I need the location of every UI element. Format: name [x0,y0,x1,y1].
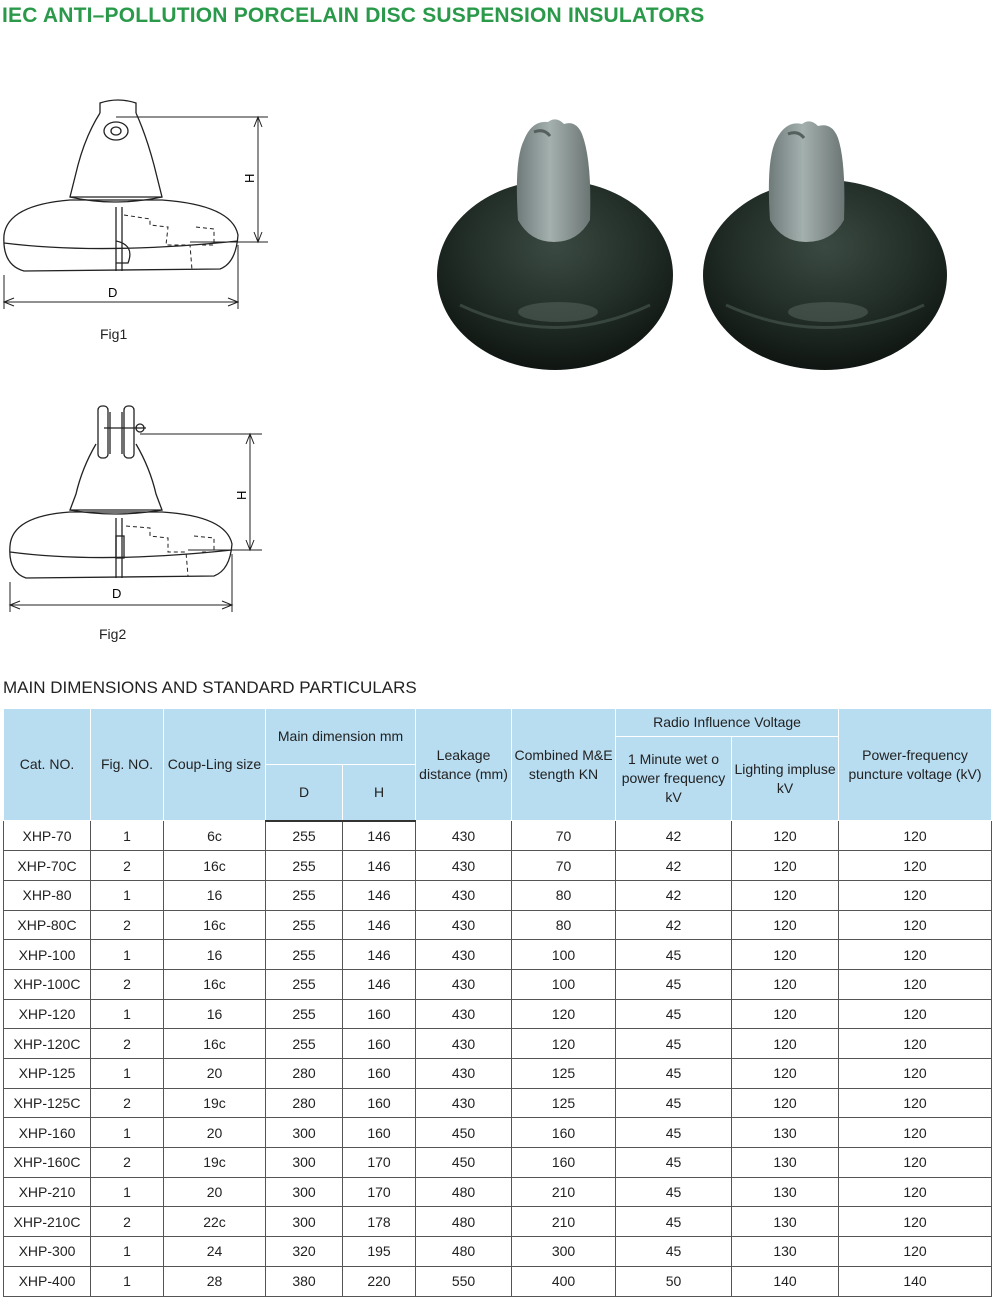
cell-one-minute: 42 [616,821,732,851]
cell-one-minute: 45 [616,969,732,999]
cell-h: 146 [343,851,416,881]
cell-lighting: 130 [732,1207,839,1237]
cell-leakage: 430 [416,1029,512,1059]
cell-cat-no: XHP-300 [4,1237,91,1267]
cell-coupling: 16c [164,851,266,881]
cell-combined: 80 [512,910,616,940]
cell-cat-no: XHP-80C [4,910,91,940]
header-fig-no: Fig. NO. [91,709,164,821]
cell-combined: 70 [512,851,616,881]
cell-puncture: 120 [839,910,992,940]
cell-one-minute: 45 [616,1029,732,1059]
cell-fig-no: 1 [91,1237,164,1267]
cell-leakage: 430 [416,1088,512,1118]
cell-cat-no: XHP-160C [4,1148,91,1178]
cell-fig-no: 1 [91,1059,164,1089]
cell-d: 255 [266,880,343,910]
cell-h: 146 [343,969,416,999]
cell-leakage: 430 [416,969,512,999]
cell-one-minute: 45 [616,1088,732,1118]
cell-puncture: 120 [839,821,992,851]
cell-fig-no: 1 [91,940,164,970]
cell-fig-no: 2 [91,1207,164,1237]
cell-one-minute: 42 [616,880,732,910]
cell-h: 170 [343,1177,416,1207]
cell-puncture: 120 [839,999,992,1029]
cell-h: 160 [343,1059,416,1089]
fig1-d-label: D [108,285,118,300]
cell-lighting: 120 [732,999,839,1029]
cell-lighting: 120 [732,851,839,881]
header-lighting-impulse: Lighting impluse kV [732,737,839,821]
cell-d: 280 [266,1059,343,1089]
cell-puncture: 120 [839,940,992,970]
header-cat-no: Cat. NO. [4,709,91,821]
cell-fig-no: 2 [91,1148,164,1178]
header-h: H [343,765,416,821]
cell-h: 170 [343,1148,416,1178]
table-row [4,1088,992,1118]
cell-puncture: 120 [839,1059,992,1089]
cell-leakage: 480 [416,1207,512,1237]
cell-cat-no: XHP-400 [4,1266,91,1296]
cell-coupling: 20 [164,1177,266,1207]
cell-d: 380 [266,1266,343,1296]
cell-leakage: 430 [416,999,512,1029]
cell-fig-no: 2 [91,969,164,999]
fig2-label: Fig2 [99,626,127,642]
cell-combined: 120 [512,1029,616,1059]
cell-one-minute: 45 [616,1207,732,1237]
cell-cat-no: XHP-125C [4,1088,91,1118]
fig1-h-label: H [242,173,257,183]
cell-leakage: 480 [416,1237,512,1267]
cell-fig-no: 2 [91,851,164,881]
cell-lighting: 130 [732,1148,839,1178]
cell-coupling: 16c [164,969,266,999]
cell-leakage: 430 [416,821,512,851]
cell-puncture: 120 [839,1148,992,1178]
cell-d: 300 [266,1207,343,1237]
cell-cat-no: XHP-70 [4,821,91,851]
table-row [4,1177,992,1207]
insulator-left [437,119,673,370]
cell-one-minute: 45 [616,1177,732,1207]
cell-combined: 210 [512,1207,616,1237]
cell-d: 280 [266,1088,343,1118]
table-row [4,940,992,970]
cell-h: 160 [343,1029,416,1059]
table-row [4,880,992,910]
cell-d: 255 [266,1029,343,1059]
table-row [4,999,992,1029]
cell-coupling: 22c [164,1207,266,1237]
cell-fig-no: 1 [91,1118,164,1148]
cell-lighting: 130 [732,1237,839,1267]
cell-h: 178 [343,1207,416,1237]
cell-lighting: 130 [732,1177,839,1207]
cell-h: 160 [343,1088,416,1118]
cell-fig-no: 2 [91,1029,164,1059]
cell-leakage: 450 [416,1118,512,1148]
cell-lighting: 120 [732,1059,839,1089]
cell-one-minute: 45 [616,1118,732,1148]
cell-fig-no: 1 [91,821,164,851]
cell-combined: 70 [512,821,616,851]
cell-one-minute: 45 [616,1148,732,1178]
insulator-product-photo [430,100,970,380]
cell-d: 255 [266,910,343,940]
cell-lighting: 120 [732,880,839,910]
cell-d: 300 [266,1177,343,1207]
cell-h: 160 [343,999,416,1029]
table-row [4,1207,992,1237]
cell-combined: 210 [512,1177,616,1207]
cell-one-minute: 45 [616,940,732,970]
cell-fig-no: 2 [91,1088,164,1118]
cell-d: 255 [266,851,343,881]
cell-combined: 160 [512,1118,616,1148]
cell-h: 195 [343,1237,416,1267]
cell-h: 146 [343,940,416,970]
cell-d: 300 [266,1148,343,1178]
cell-h: 220 [343,1266,416,1296]
fig2-h-label: H [234,490,249,500]
cell-puncture: 120 [839,851,992,881]
cell-puncture: 120 [839,880,992,910]
cell-lighting: 120 [732,910,839,940]
cell-combined: 100 [512,969,616,999]
cell-cat-no: XHP-210C [4,1207,91,1237]
cell-coupling: 16 [164,940,266,970]
cell-coupling: 16c [164,910,266,940]
cell-one-minute: 42 [616,910,732,940]
cell-d: 300 [266,1118,343,1148]
cell-h: 160 [343,1118,416,1148]
specifications-table [3,708,992,1297]
cell-one-minute: 45 [616,1237,732,1267]
table-row [4,1237,992,1267]
header-main-dimension: Main dimension mm [266,709,416,765]
cell-fig-no: 1 [91,1177,164,1207]
cell-lighting: 120 [732,821,839,851]
cell-leakage: 480 [416,1177,512,1207]
table-row [4,1118,992,1148]
cell-d: 255 [266,969,343,999]
cell-one-minute: 42 [616,851,732,881]
table-row [4,1059,992,1089]
cell-puncture: 120 [839,969,992,999]
cell-cat-no: XHP-160 [4,1118,91,1148]
insulator-right [703,121,947,370]
cell-combined: 400 [512,1266,616,1296]
cell-d: 320 [266,1237,343,1267]
cell-coupling: 19c [164,1088,266,1118]
fig1-drawing [0,95,280,320]
cell-cat-no: XHP-120 [4,999,91,1029]
cell-combined: 125 [512,1088,616,1118]
header-one-minute: 1 Minute wet o power frequency kV [616,737,732,821]
cell-cat-no: XHP-80 [4,880,91,910]
cell-puncture: 120 [839,1029,992,1059]
table-row [4,1266,992,1296]
table-body [4,821,992,1297]
cell-one-minute: 45 [616,999,732,1029]
table-row [4,910,992,940]
table-row [4,851,992,881]
cell-lighting: 120 [732,1029,839,1059]
cell-leakage: 430 [416,1059,512,1089]
cell-puncture: 140 [839,1266,992,1296]
cell-coupling: 16c [164,1029,266,1059]
cell-lighting: 120 [732,969,839,999]
cell-combined: 100 [512,940,616,970]
cell-h: 146 [343,821,416,851]
cell-coupling: 28 [164,1266,266,1296]
cell-coupling: 16 [164,999,266,1029]
cell-cat-no: XHP-125 [4,1059,91,1089]
header-coupling-size: Coup-Ling size [164,709,266,821]
cell-coupling: 16 [164,880,266,910]
cell-puncture: 120 [839,1118,992,1148]
table-row [4,1148,992,1178]
cell-cat-no: XHP-100 [4,940,91,970]
cell-coupling: 20 [164,1059,266,1089]
page-title: IEC ANTI–POLLUTION PORCELAIN DISC SUSPENSION INSULATORS [2,4,705,27]
header-combined-strength: Combined M&E stength KN [512,709,616,821]
cell-one-minute: 45 [616,1059,732,1089]
header-puncture-voltage: Power-frequency puncture voltage (kV) [839,709,992,821]
cell-cat-no: XHP-100C [4,969,91,999]
cell-h: 146 [343,910,416,940]
table-row [4,969,992,999]
cell-puncture: 120 [839,1237,992,1267]
fig2-d-label: D [112,586,122,601]
cell-d: 255 [266,999,343,1029]
cell-leakage: 430 [416,910,512,940]
cell-lighting: 140 [732,1266,839,1296]
cell-coupling: 6c [164,821,266,851]
cell-combined: 80 [512,880,616,910]
cell-leakage: 430 [416,851,512,881]
cell-d: 255 [266,940,343,970]
header-radio-influence: Radio Influence Voltage [616,709,839,737]
cell-puncture: 120 [839,1177,992,1207]
cell-lighting: 120 [732,1088,839,1118]
cell-leakage: 550 [416,1266,512,1296]
cell-h: 146 [343,880,416,910]
cell-combined: 300 [512,1237,616,1267]
cell-leakage: 450 [416,1148,512,1178]
cell-coupling: 19c [164,1148,266,1178]
cell-fig-no: 1 [91,880,164,910]
header-d: D [266,765,343,821]
cell-coupling: 24 [164,1237,266,1267]
table-row [4,1029,992,1059]
section-title: MAIN DIMENSIONS AND STANDARD PARTICULARS [3,678,417,697]
table-row [4,821,992,851]
header-leakage-distance: Leakage distance (mm) [416,709,512,821]
cell-d: 255 [266,821,343,851]
cell-cat-no: XHP-70C [4,851,91,881]
cell-leakage: 430 [416,880,512,910]
cell-cat-no: XHP-210 [4,1177,91,1207]
fig1-label: Fig1 [100,326,128,342]
fig2-drawing [0,398,280,618]
cell-cat-no: XHP-120C [4,1029,91,1059]
cell-one-minute: 50 [616,1266,732,1296]
cell-fig-no: 1 [91,1266,164,1296]
cell-lighting: 130 [732,1118,839,1148]
cell-combined: 120 [512,999,616,1029]
cell-coupling: 20 [164,1118,266,1148]
cell-combined: 160 [512,1148,616,1178]
cell-fig-no: 1 [91,999,164,1029]
cell-puncture: 120 [839,1207,992,1237]
cell-fig-no: 2 [91,910,164,940]
cell-lighting: 120 [732,940,839,970]
cell-combined: 125 [512,1059,616,1089]
cell-leakage: 430 [416,940,512,970]
cell-puncture: 120 [839,1088,992,1118]
